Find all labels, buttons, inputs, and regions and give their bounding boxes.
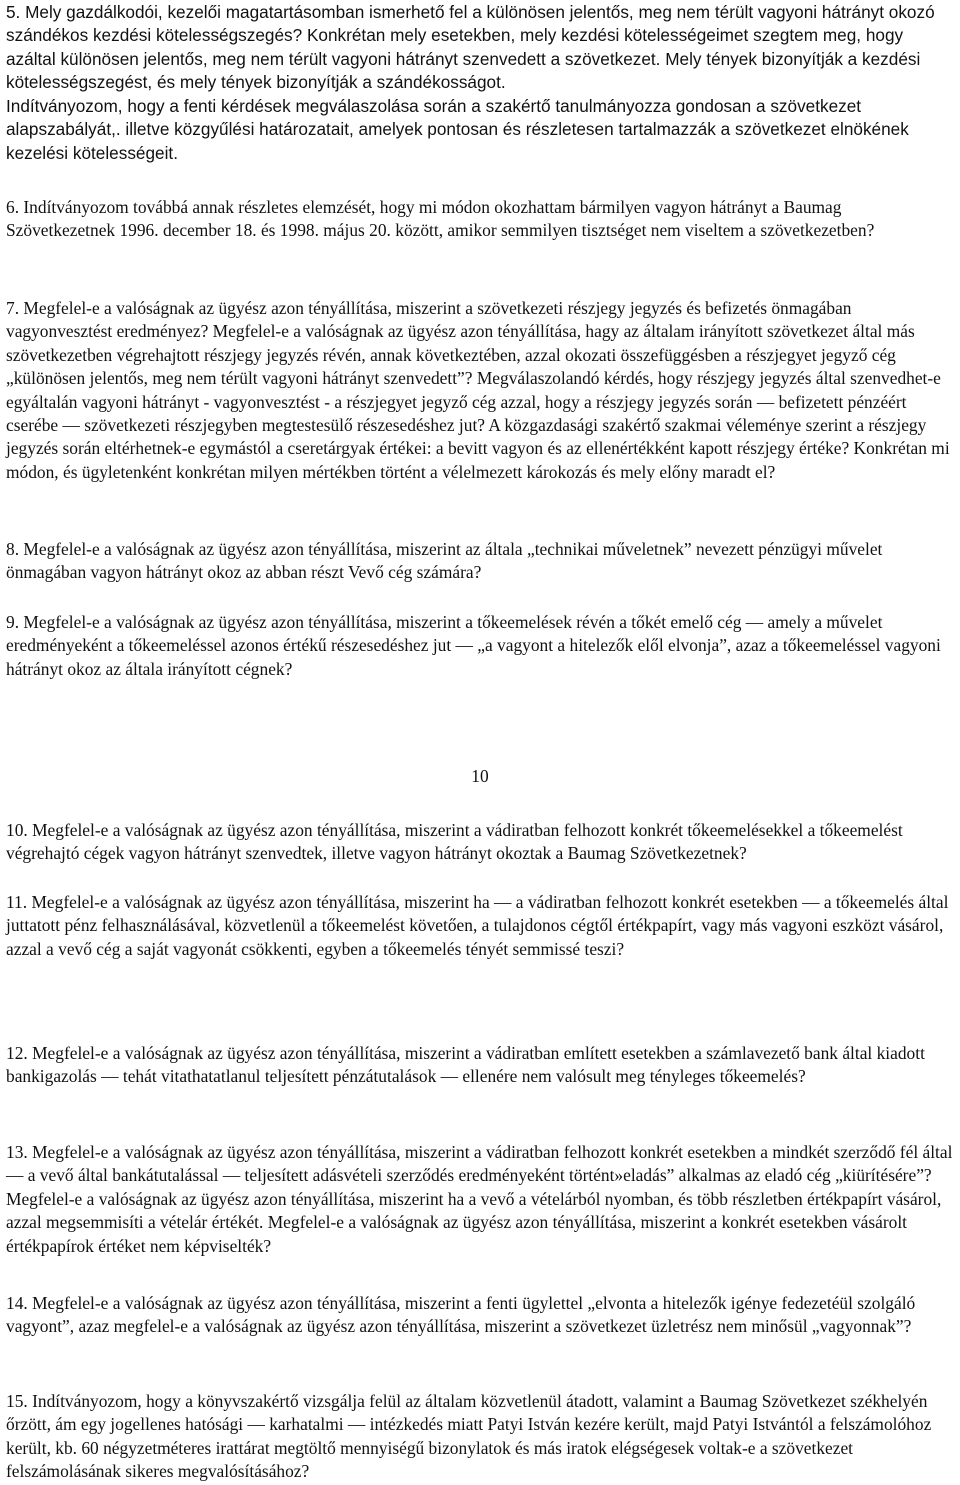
paragraph-10: 10. Megfelel-e a valóságnak az ügyész azon tényállítása, miszerint a vádiratban felhozott konkrét tőkeemelésekkel a tőkeemelést végrehajtó cégek vagyon hátrányt szenvedtek, illetve vagyon hátrányt okoztak a Baumag Szövetkezetnek? bbox=[6, 820, 903, 864]
paragraph-5-motion: Indítványozom, hogy a fenti kérdések megválaszolása során a szakértő tanulmányozza gondosan a szövetkezet alapszabályát,. illetve közgyűlési határozatait, amelyek pontosan és részletesen tartalmazzák a szövetkezet elnökének kezelési kötelességeit. bbox=[6, 96, 909, 163]
paragraph-11: 11. Megfelel-e a valóságnak az ügyész azon tényállítása, miszerint ha — a vádiratban felhozott konkrét esetekben — a tőkeemelés által juttatott pénz felhasználásával, közvetlenül a tőkeemelést követően, a tulajdonos cégtől értékpapírt, vagy más vagyoni eszközt vásárol, azzal a vevő cég a saját vagyonát csökkenti, egyben a tőkeemelés tényét semmissé teszi? bbox=[6, 892, 949, 959]
paragraph-7: 7. Megfelel-e a valóságnak az ügyész azon tényállítása, miszerint a szövetkezeti részjegy jegyzés és befizetés önmagában vagyonvesztést eredményez? Megfelel-e a valóságnak az ügyész azon tényállítása, hagy az általam irányított szövetkezet által más szövetkezetben végrehajtott részjegy jegyzés révén, annak következtében, azzal okozati összefüggésben a részjegyet jegyző cég „különösen jelentős, meg nem térült vagyoni hátrányt szenvedett”? Megválaszolandó kérdés, hogy részjegy jegyzés által szenvedhet-e egyáltalán vagyoni hátrányt - vagyonvesztést - a részjegyet jegyző cég azzal, hogy a részjegy jegyzés során — befizetett pénzéért cserébe — szövetkezeti részjegyben megtestesülő részesedéshez jut? A közgazdasági szakértő szakmai véleménye szerint a részjegy jegyzés során eltérhetnek-e egymástól a cseretárgyak értékei: a bevitt vagyon és az ellenértékként kapott részjegy értéke? Konkrétan mi módon, és ügyletenként konkrétan milyen mértékben történt a vélelmezett károkozás és mely előny maradt el? bbox=[6, 298, 950, 482]
paragraph-12: 12. Megfelel-e a valóságnak az ügyész azon tényállítása, miszerint a vádiratban említett esetekben a számlavezető bank által kiadott bankigazolás — tehát vitathatatlanul teljesített pénzátutalások — ellenére nem valósult meg tényleges tőkeemelés? bbox=[6, 1043, 925, 1087]
paragraph-9: 9. Megfelel-e a valóságnak az ügyész azon tényállítása, miszerint a tőkeemelések révén a tőkét emelő cég — amely a művelet eredményeként a tőkeemeléssel azonos értékű részesedéshez jut — „a vagyont a hitelezők elől elvonja”, azaz a tőkeemeléssel vagyoni hátrányt okoz az általa irányított cégnek? bbox=[6, 612, 941, 679]
paragraph-13: 13. Megfelel-e a valóságnak az ügyész azon tényállítása, miszerint a vádiratban felhozott konkrét esetekben a mindkét szerződő fél által — a vevő által bankátutalással — teljesített adásvételi szerződés eredményeként történt»eladás” alkalmas az eladó cég „kiürítésére”? Megfelel-e a valóságnak az ügyész azon tényállítása, miszerint ha a vevő a vételárból nyomban, és több részletben értékpapírt vásárol, azzal megsemmisíti a vételár értékét. Megfelel-e a valóságnak az ügyész azon tényállítása, miszerint a konkrét esetekben vásárolt értékpapírok értéket nem képviselték? bbox=[6, 1142, 953, 1256]
page-number: 10 bbox=[471, 766, 489, 786]
paragraph-14: 14. Megfelel-e a valóságnak az ügyész azon tényállítása, miszerint a fenti ügylettel „elvonta a hitelezők igénye fedezetéül szolgáló vagyont”, azaz megfelel-e a valóságnak az ügyész azon tényállítása, miszerint a szövetkezet üzletrész nem minősül „vagyonnak”? bbox=[6, 1293, 916, 1337]
paragraph-5: 5. Mely gazdálkodói, kezelői magatartásomban ismerhető fel a különösen jelentős, meg nem térült vagyoni hátrányt okozó szándékos kezdési kötelességszegés? Konkrétan mely esetekben, mely kezdési kötelességeimet szegtem meg, hogy azáltal különösen jelentős, meg nem térült vagyoni hátrányt szenvedett a szövetkezet. Mely tények bizonyítják a kezdési kötelességszegést, és mely tények bizonyítják a szándékosságot. bbox=[6, 2, 935, 93]
paragraph-6: 6. Indítványozom továbbá annak részletes elemzését, hogy mi módon okozhattam bármilyen vagyon hátrányt a Baumag Szövetkezetnek 1996. december 18. és 1998. május 20. között, amikor semmilyen tisztséget nem viseltem a szövetkezetben? bbox=[6, 197, 875, 241]
paragraph-8: 8. Megfelel-e a valóságnak az ügyész azon tényállítása, miszerint az általa „technikai műveletnek” nevezett pénzügyi művelet önmagában vagyon hátrányt okoz az abban részt Vevő cég számára? bbox=[6, 539, 883, 583]
paragraph-15: 15. Indítványozom, hogy a könyvszakértő vizsgálja felül az általam közvetlenül átadott, valamint a Baumag Szövetkezet székhelyén őrzött, ám egy jogellenes hatósági — karhatalmi — intézkedés miatt Patyi István kezére került, majd Patyi Istvántól a felszámolóhoz került, kb. 60 négyzetméteres irattárat megtöltő mennyiségű bizonylatok és más iratok elégségesek voltak-e a szövetkezet felszámolásának sikeres megvalósításához? bbox=[6, 1391, 932, 1482]
